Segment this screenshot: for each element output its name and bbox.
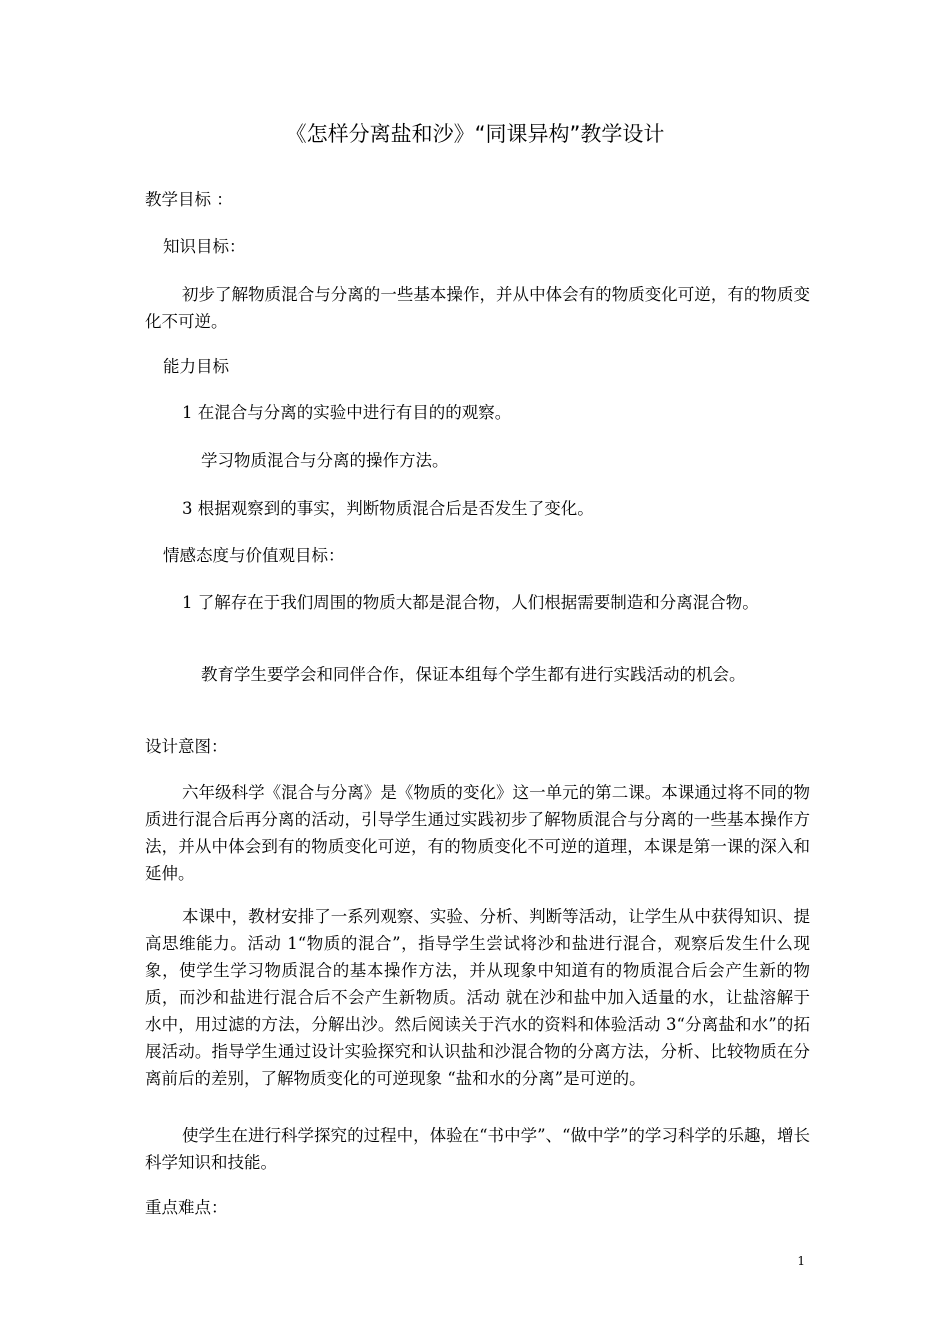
ability-heading: 能力目标 xyxy=(163,357,229,376)
emotion-item-2: 教育学生要学会和同伴合作，保证本组每个学生都有进行实践活动的机会。 xyxy=(201,665,746,684)
ability-item-1: 1 在混合与分离的实验中进行有目的的观察。 xyxy=(182,403,512,422)
knowledge-text: 初步了解物质混合与分离的一些基本操作，并从中体会有的物质变化可逆，有的物质变化不可逆。 xyxy=(145,285,810,331)
goals-heading: 教学目标 ： xyxy=(145,190,233,209)
design-paragraph-2: 本课中，教材安排了一系列观察、实验、分析、判断等活动，让学生从中获得知识、提高思维能力。活动 1“物质的混合”，指导学生尝试将沙和盐进行混合，观察后发生什么现象，使学生学习物质混合的基本操作方法，并从现象中知道有的物质混合后会产生新的物质，而沙和盐进行混合后不会产生新物质。活动 就在沙和盐中加入适量的水，让盐溶解于水中，用过滤的方法，分解出沙。然后阅读关于汽水的资料和体验活动 3“分离盐和水”的拓展活动。指导学生通过设计实验探究和认识盐和沙混合物的分离方法，分析、比较物质在分离前后的差别，了解物质变化的可逆现象 “盐和水的分离”是可逆的。 xyxy=(145,907,810,1088)
design-paragraph-1: 六年级科学《混合与分离》是《物质的变化》这一单元的第二课。本课通过将不同的物质进行混合后再分离的活动，引导学生通过实践初步了解物质混合与分离的一些基本操作方法，并从中体会到有的物质变化可逆，有的物质变化不可逆的道理，本课是第一课的深入和延伸。 xyxy=(145,783,810,883)
emotion-item-1: 1 了解存在于我们周围的物质大都是混合物，人们根据需要制造和分离混合物。 xyxy=(182,593,759,612)
page-number: 1 xyxy=(797,1254,805,1268)
document-title: 《怎样分离盐和沙》“同课异构”教学设计 xyxy=(285,122,665,146)
design-heading: 设计意图： xyxy=(145,737,228,756)
knowledge-heading: 知识目标： xyxy=(163,237,246,256)
design-paragraph-3: 使学生在进行科学探究的过程中，体验在“书中学”、“做中学”的学习科学的乐趣，增长科学知识和技能。 xyxy=(145,1126,810,1172)
emotion-heading: 情感态度与价值观目标： xyxy=(163,546,345,565)
key-heading: 重点难点： xyxy=(145,1198,228,1217)
ability-item-3: 3 根据观察到的事实，判断物质混合后是否发生了变化。 xyxy=(182,499,594,518)
ability-item-2: 学习物质混合与分离的操作方法。 xyxy=(201,451,449,470)
